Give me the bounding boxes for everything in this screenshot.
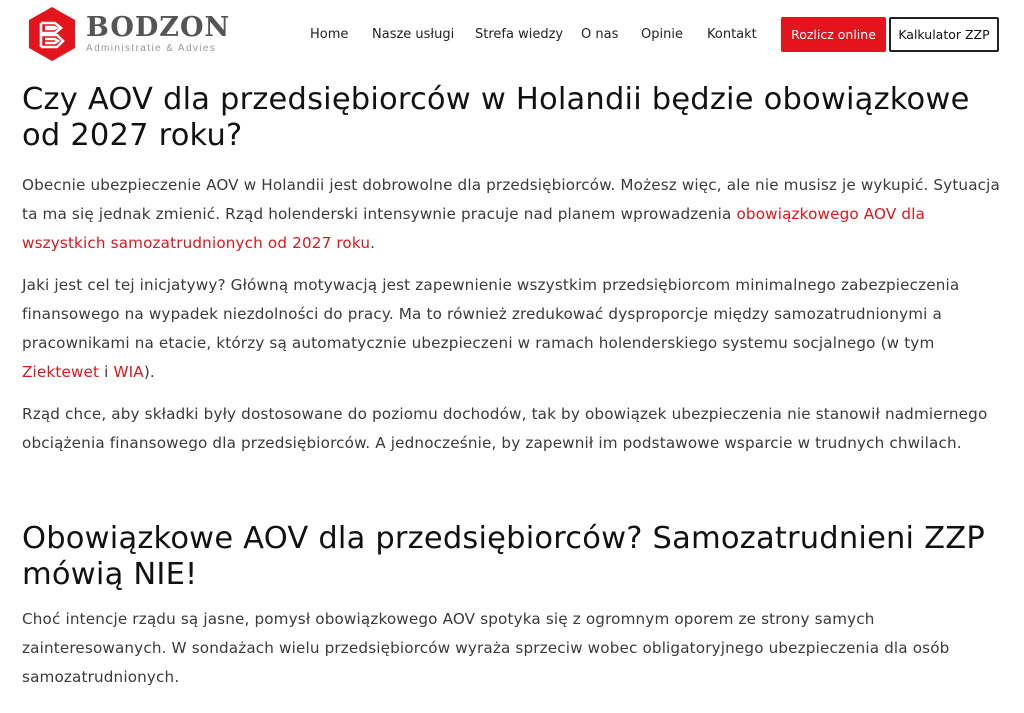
paragraph-2: Jaki jest cel tej inicjatywy? Główną motywacją jest zapewnienie wszystkim przedsiębiorcom minimalnego zabezpieczenia finansowego na wypadek niezdolności do pracy. Ma to również zredukować dysproporcje między samozatrudnionymi a pracownikami na etacie, którzy są automatycznie ubezpieczeni w ramach holenderskiego systemu socjalnego (w tym Ziektewet i WIA). (22, 276, 960, 381)
logo[interactable] (27, 6, 237, 62)
mandatory-aov-link[interactable]: obowiązkowego AOV dla wszystkich samozatrudnionych od 2027 roku (22, 205, 926, 252)
nav-about[interactable]: O nas (581, 27, 619, 42)
page-title: Czy AOV dla przedsiębiorców w Holandii będzie obowiązkowe od 2027 roku? (22, 82, 970, 153)
paragraph-4: Choć intencje rządu są jasne, pomysł obowiązkowego AOV spotyka się z ogromnym oporem ze strony samych zainteresowanych. W sondażach wielu przedsiębiorców wyraża sprzeciw wobec obligatoryjnego ubezpieczenia dla osób samozatrudnionych. (22, 610, 950, 686)
zzp-calculator-button[interactable]: Kalkulator ZZP (889, 17, 999, 52)
paragraph-1: Obecnie ubezpieczenie AOV w Holandii jest dobrowolne dla przedsiębiorców. Możesz więc, ale nie musisz je wykupić. Sytuacja ta ma się jednak zmienić. Rząd holenderski intensywnie pracuje nad planem wprowadzenia obowiązkowego AOV dla wszystkich samozatrudnionych od 2027 roku. (22, 176, 1000, 252)
bodzon-logo-icon (27, 6, 77, 62)
nav-knowledge[interactable]: Strefa wiedzy (475, 27, 564, 42)
wia-link[interactable]: WIA (113, 363, 144, 381)
section-heading: Obowiązkowe AOV dla przedsiębiorców? Samozatrudnieni ZZP mówią NIE! (22, 521, 985, 592)
nav-contact[interactable]: Kontakt (707, 27, 757, 42)
settle-online-button[interactable]: Rozlicz online (781, 17, 886, 52)
brand-name: BODZON (86, 12, 231, 43)
site-header (0, 0, 1024, 70)
paragraph-3: Rząd chce, aby składki były dostosowane do poziomu dochodów, tak by obowiązek ubezpieczenia nie stanowił nadmiernego obciążenia finansowego dla przedsiębiorców. A jednocześnie, by zapewnił im podstawowe wsparcie w trudnych chwilach. (22, 405, 988, 452)
nav-services[interactable]: Nasze usługi (372, 27, 455, 42)
nav-home[interactable]: Home (310, 27, 349, 42)
brand-tagline: Administratie & Advies (86, 43, 217, 54)
ziektewet-link[interactable]: Ziektewet (22, 363, 100, 381)
nav-reviews[interactable]: Opinie (641, 27, 683, 42)
